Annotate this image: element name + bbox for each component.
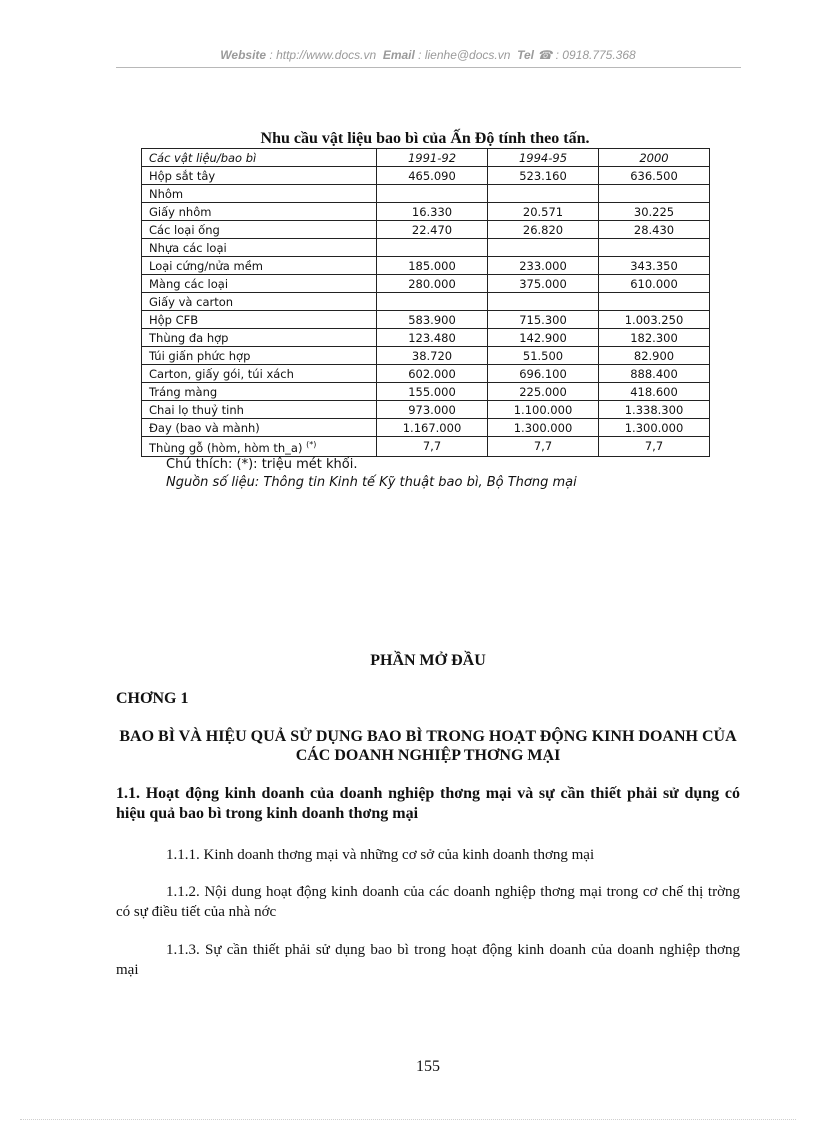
table-cell (599, 383, 710, 401)
row-label (142, 203, 377, 221)
row-label (142, 329, 377, 347)
cell-value: 225.000 (519, 384, 567, 399)
table-cell (599, 419, 710, 437)
cell-value: 155.000 (408, 384, 456, 399)
cell-value: 123.480 (408, 330, 456, 345)
cell-value: 28.430 (633, 222, 675, 237)
cell-value: 418.600 (630, 384, 678, 399)
table-cell (377, 419, 488, 437)
cell-value: 1.003.250 (624, 312, 684, 327)
table-cell (377, 275, 488, 293)
row-label (142, 257, 377, 275)
table-source: Nguồn số liệu: Thông tin Kinh tế Kỹ thuật bao bì, Bộ Thơng mại (166, 475, 577, 490)
table-cell (599, 185, 710, 203)
row-label (142, 437, 377, 457)
table-note: Chú thích: (*): triệu mét khối. (166, 457, 358, 472)
cell-value: 7,7 (422, 439, 442, 454)
table-row (142, 401, 710, 419)
cell-value: 973.000 (408, 402, 456, 417)
cell-value: 38.720 (411, 348, 453, 363)
table-row (142, 257, 710, 275)
table-cell (599, 365, 710, 383)
email-value[interactable]: : lienhe@docs.vn (418, 48, 511, 62)
row-label-text: Màng các loại (149, 276, 229, 291)
table-row (142, 419, 710, 437)
table-header-row (142, 149, 710, 167)
cell-value: 82.900 (633, 348, 675, 363)
table-cell (377, 257, 488, 275)
table-row (142, 437, 710, 457)
row-label (142, 311, 377, 329)
column-header: Các vật liệu/bao bì (142, 149, 377, 167)
website-value[interactable]: : http://www.docs.vn (269, 48, 377, 62)
cell-value: 375.000 (519, 276, 567, 291)
cell-value: 26.820 (522, 222, 564, 237)
table-cell (377, 347, 488, 365)
row-label (142, 365, 377, 383)
chapter-label: CHƠNG 1 (116, 690, 189, 707)
cell-value: 7,7 (533, 439, 553, 454)
row-label-text: Túi giấn phức hợp (149, 348, 251, 363)
table-cell (599, 347, 710, 365)
table-cell (599, 311, 710, 329)
row-label-text: Các loại ống (149, 222, 220, 237)
cell-value: 30.225 (633, 204, 675, 219)
page-number: 155 (416, 1058, 440, 1075)
table-row (142, 185, 710, 203)
row-label-text: Giấy và carton (149, 294, 234, 309)
table-cell (488, 167, 599, 185)
part-title: PHẦN MỞ ĐẦU (370, 652, 486, 669)
subsection-heading: 1.1.3. Sự cần thiết phải sử dụng bao bì trong hoạt động kinh doanh của doanh nghiệp thơng mại (116, 942, 740, 978)
table-cell (488, 239, 599, 257)
table-title: Nhu cầu vật liệu bao bì của Ấn Độ tính theo tấn. (260, 130, 590, 147)
table-cell (377, 167, 488, 185)
row-label-text: Carton, giấy gói, túi xách (149, 366, 294, 381)
table-row (142, 311, 710, 329)
table-cell (599, 257, 710, 275)
table-row (142, 293, 710, 311)
table-cell (488, 383, 599, 401)
column-header: 1991-92 (377, 149, 488, 167)
cell-value: 142.900 (519, 330, 567, 345)
cell-value: 343.350 (630, 258, 678, 273)
cell-value: 1.300.000 (624, 420, 684, 435)
row-label (142, 419, 377, 437)
tel-label: Tel (517, 48, 534, 62)
table-cell (488, 347, 599, 365)
row-label (142, 383, 377, 401)
row-label (142, 347, 377, 365)
table-row (142, 329, 710, 347)
cell-value: 16.330 (411, 204, 453, 219)
footer-divider (20, 1119, 796, 1120)
row-label-text: Thùng gỗ (hòm, hòm th_a) (149, 440, 303, 455)
row-label-text: Giấy nhôm (149, 204, 212, 219)
cell-value: 280.000 (408, 276, 456, 291)
table-cell (488, 185, 599, 203)
table-cell (377, 401, 488, 419)
table-cell (488, 275, 599, 293)
cell-value: 523.160 (519, 168, 567, 183)
table-cell (488, 203, 599, 221)
table-cell (599, 221, 710, 239)
header-divider (116, 67, 741, 68)
cell-value: 182.300 (630, 330, 678, 345)
phone-icon: ☎ (537, 48, 553, 62)
table-cell (377, 329, 488, 347)
row-label (142, 221, 377, 239)
subsection-heading: 1.1.2. Nội dung hoạt động kinh doanh của các doanh nghiệp thơng mại trong cơ chế thị trờng có sự điều tiết của nhà nớc (116, 884, 740, 920)
chapter-title: BAO BÌ VÀ HIỆU QUẢ SỬ DỤNG BAO BÌ TRONG HOẠT ĐỘNG KINH DOANH CỦA CÁC DOANH NGHIỆP THƠNG MẠI (119, 728, 737, 764)
cell-value: 602.000 (408, 366, 456, 381)
row-label-text: Loại cứng/nửa mềm (149, 258, 263, 273)
column-header: 2000 (599, 149, 710, 167)
cell-value: 233.000 (519, 258, 567, 273)
row-label (142, 401, 377, 419)
table-cell (377, 203, 488, 221)
table-row (142, 167, 710, 185)
cell-value: 51.500 (522, 348, 564, 363)
cell-value: 583.900 (408, 312, 456, 327)
website-label: Website (220, 48, 267, 62)
cell-value: 610.000 (630, 276, 678, 291)
row-label (142, 293, 377, 311)
email-label: Email (382, 48, 415, 62)
section-heading: 1.1. Hoạt động kinh doanh của doanh nghiệp thơng mại và sự cần thiết phải sử dụng có hiệu quả bao bì trong kinh doanh thơng mại (116, 785, 740, 822)
column-header: 1994-95 (488, 149, 599, 167)
table-cell (599, 275, 710, 293)
row-label (142, 167, 377, 185)
table-cell (377, 293, 488, 311)
cell-value: 20.571 (522, 204, 564, 219)
cell-value: 696.100 (519, 366, 567, 381)
table-cell (377, 185, 488, 203)
table-cell (377, 239, 488, 257)
table-cell (599, 293, 710, 311)
cell-value: 185.000 (408, 258, 456, 273)
table-cell (599, 239, 710, 257)
subsection-heading: 1.1.1. Kinh doanh thơng mại và những cơ sở của kinh doanh thơng mại (166, 847, 595, 863)
table-cell (377, 221, 488, 239)
table-cell (488, 311, 599, 329)
table-cell (488, 329, 599, 347)
row-label-text: Chai lọ thuỷ tinh (149, 402, 244, 417)
row-label-text: Thùng đa hợp (149, 330, 229, 345)
table-cell (377, 383, 488, 401)
row-label-text: Nhựa các loại (149, 240, 227, 255)
table-cell (599, 437, 710, 457)
table-cell (377, 311, 488, 329)
table-cell (377, 365, 488, 383)
cell-value: 636.500 (630, 168, 678, 183)
row-label-text: Hộp sắt tây (149, 168, 216, 183)
table-row (142, 365, 710, 383)
table-row (142, 203, 710, 221)
cell-value: 888.400 (630, 366, 678, 381)
footnote-mark: (*) (306, 440, 317, 449)
cell-value: 465.090 (408, 168, 456, 183)
cell-value: 1.100.000 (513, 402, 573, 417)
table-row (142, 275, 710, 293)
table-row (142, 239, 710, 257)
row-label-text: Tráng màng (149, 384, 218, 399)
table-cell (599, 167, 710, 185)
cell-value: 1.338.300 (624, 402, 684, 417)
table-row (142, 221, 710, 239)
table-cell (488, 293, 599, 311)
cell-value: 7,7 (644, 439, 664, 454)
row-label (142, 275, 377, 293)
table-cell (488, 365, 599, 383)
table-cell (599, 401, 710, 419)
cell-value: 1.167.000 (402, 420, 462, 435)
row-label-text: Đay (bao và mành) (149, 420, 260, 435)
table-cell (488, 419, 599, 437)
table-cell (488, 257, 599, 275)
tel-value: : 0918.775.368 (555, 48, 636, 62)
table-row (142, 347, 710, 365)
table-cell (377, 437, 488, 457)
cell-value: 22.470 (411, 222, 453, 237)
row-label (142, 239, 377, 257)
row-label-text: Hộp CFB (149, 312, 199, 327)
page-header (116, 48, 740, 62)
row-label (142, 185, 377, 203)
table-cell (488, 221, 599, 239)
row-label-text: Nhôm (149, 186, 184, 201)
table-cell (599, 329, 710, 347)
cell-value: 715.300 (519, 312, 567, 327)
table-cell (488, 401, 599, 419)
table-row (142, 383, 710, 401)
cell-value: 1.300.000 (513, 420, 573, 435)
table-cell (488, 437, 599, 457)
table-cell (599, 203, 710, 221)
packaging-demand-table (141, 148, 710, 457)
